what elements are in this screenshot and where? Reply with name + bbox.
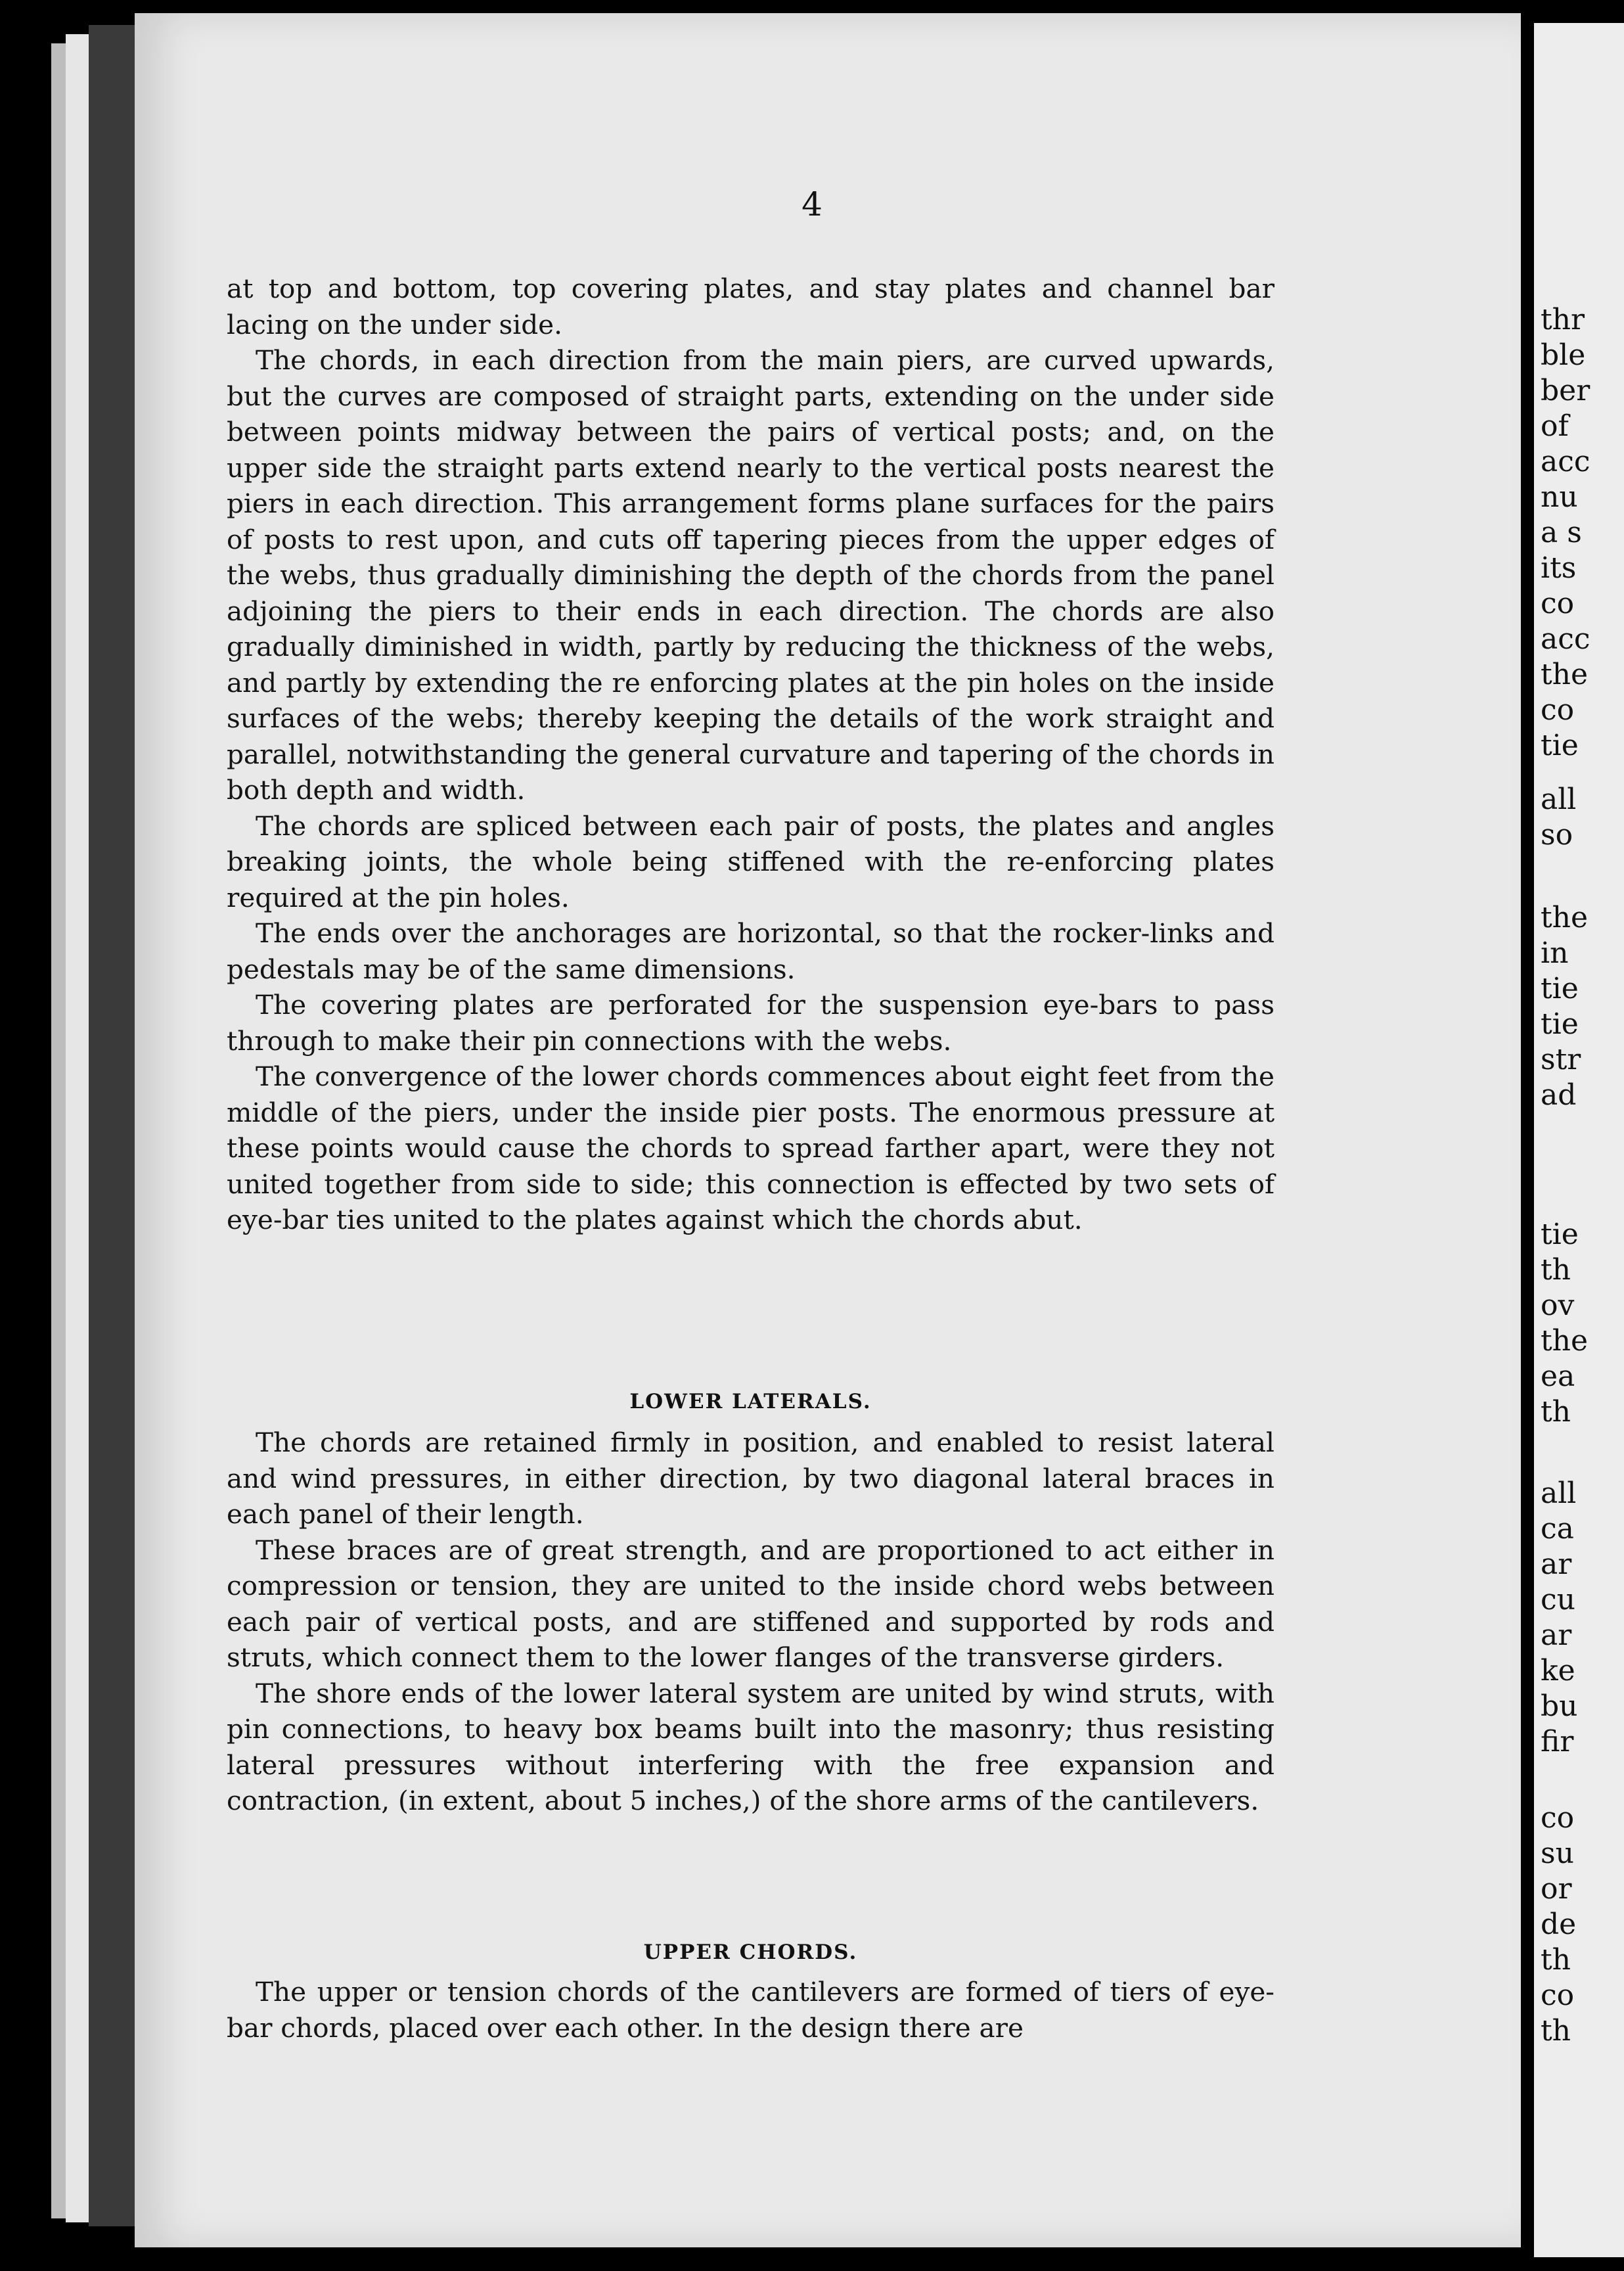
margin-fragment: th	[1541, 1253, 1571, 1287]
margin-fragment: ca	[1541, 1512, 1574, 1546]
margin-fragment: acc	[1541, 622, 1590, 656]
page-edge	[66, 34, 92, 2222]
paragraph: The covering plates are perforated for the suspension eye-bars to pass through to make their pin connections with the webs.	[227, 989, 1274, 1057]
margin-fragment: co	[1541, 693, 1575, 727]
paragraph: at top and bottom, top covering plates, and stay plates and channel bar lacing on the under side.	[227, 273, 1274, 340]
paragraph: The chords are retained firmly in position, and enabled to resist lateral and wind pressures, in either direction, by two diagonal lateral braces in each panel of their length.	[227, 1427, 1274, 1530]
margin-fragment: all	[1541, 1477, 1577, 1510]
paragraph: These braces are of great strength, and are proportioned to act either in compression or tension, they are united to the inside chord webs between each pair of vertical posts, and are stiffened and supported by rods and struts, which connect them to the lower flanges of the transverse girders.	[227, 1534, 1274, 1673]
margin-fragment: ke	[1541, 1654, 1575, 1687]
adjacent-page	[1534, 23, 1624, 2257]
margin-fragment: co	[1541, 1979, 1575, 2012]
margin-fragment: the	[1541, 658, 1589, 691]
margin-fragment: de	[1541, 1908, 1577, 1941]
margin-fragment: ble	[1541, 338, 1586, 372]
margin-fragment: th	[1541, 2014, 1571, 2048]
paragraph: The chords are spliced between each pair of posts, the plates and angles breaking joints, the whole being stiffened with the re-enforcing plates required at the pin holes.	[227, 810, 1274, 913]
paragraph: The upper or tension chords of the cantilevers are formed of tiers of eye-bar chords, placed over each other. In the design there are	[227, 1976, 1274, 2044]
margin-fragment: a s	[1541, 516, 1582, 549]
margin-fragment: its	[1541, 551, 1577, 585]
margin-fragment: the	[1541, 1324, 1589, 1358]
margin-fragment: ar	[1541, 1618, 1572, 1652]
margin-fragment: nu	[1541, 480, 1578, 514]
margin-fragment: cu	[1541, 1583, 1575, 1617]
margin-fragment: ber	[1541, 374, 1590, 407]
margin-fragment: tie	[1541, 729, 1579, 762]
paragraph: The chords, in each direction from the main piers, are curved upwards, but the curves are composed of straight parts, extending on the under side between points midway between the pairs of vertical posts; and, on the upper side the straight parts extend nearly to the vertical posts nearest the piers in each direction. This arrangement forms plane surfaces for the pairs of posts to rest upon, and cuts off tapering pieces from the upper edges of the webs, thus gradually diminishing the depth of the chords from the panel adjoining the piers to their ends in each direction. The chords are also gradually diminished in width, partly by reducing the thickness of the webs, and partly by extending the re enforcing plates at the pin holes on the inside surfaces of the webs; thereby keeping the details of the work straight and parallel, notwithstanding the general curvature and tapering of the chords in both depth and width.	[227, 344, 1274, 806]
margin-fragment: in	[1541, 936, 1569, 970]
margin-fragment: the	[1541, 901, 1589, 934]
margin-fragment: or	[1541, 1872, 1572, 1906]
margin-fragment: th	[1541, 1943, 1571, 1977]
margin-fragment: of	[1541, 409, 1569, 443]
page-edge	[89, 25, 140, 2226]
margin-fragment: tie	[1541, 1007, 1579, 1041]
section-heading: LOWER LATERALS.	[629, 1390, 872, 1413]
margin-fragment: str	[1541, 1043, 1581, 1076]
section-heading: UPPER CHORDS.	[643, 1940, 858, 1964]
margin-fragment: so	[1541, 818, 1573, 852]
paragraph: The convergence of the lower chords commences about eight feet from the middle of the piers, under the inside pier posts. The enormous pressure at these points would cause the chords to spread farther apart, were they not united together from side to side; this connection is effected by two sets of eye-bar ties united to the plates against which the chords abut.	[227, 1061, 1274, 1235]
margin-fragment: su	[1541, 1837, 1574, 1870]
page-number: 4	[801, 185, 823, 223]
margin-fragment: co	[1541, 1801, 1575, 1835]
margin-fragment: all	[1541, 783, 1577, 816]
margin-fragment: th	[1541, 1395, 1571, 1429]
text-block-chords	[227, 271, 1274, 1238]
text-block-upper-chords	[227, 1974, 1274, 2046]
margin-fragment: bu	[1541, 1689, 1578, 1723]
margin-fragment: tie	[1541, 972, 1579, 1005]
margin-fragment: thr	[1541, 303, 1585, 336]
margin-fragment: ad	[1541, 1078, 1577, 1112]
paragraph: The ends over the anchorages are horizontal, so that the rocker-links and pedestals may be of the same dimensions.	[227, 917, 1274, 985]
text-block-lower-laterals	[227, 1425, 1274, 1819]
margin-fragment: ov	[1541, 1289, 1575, 1322]
margin-fragment: co	[1541, 587, 1575, 620]
paragraph: The shore ends of the lower lateral system are united by wind struts, with pin connections, to heavy box beams built into the masonry; thus resisting lateral pressures without interfering with the free expansion and contraction, (in extent, about 5 inches,) of the shore arms of the cantilevers.	[227, 1677, 1274, 1816]
margin-fragment: tie	[1541, 1218, 1579, 1251]
margin-fragment: ar	[1541, 1548, 1572, 1581]
margin-fragment: fir	[1541, 1725, 1574, 1758]
margin-fragment: acc	[1541, 445, 1590, 478]
margin-fragment: ea	[1541, 1360, 1575, 1393]
